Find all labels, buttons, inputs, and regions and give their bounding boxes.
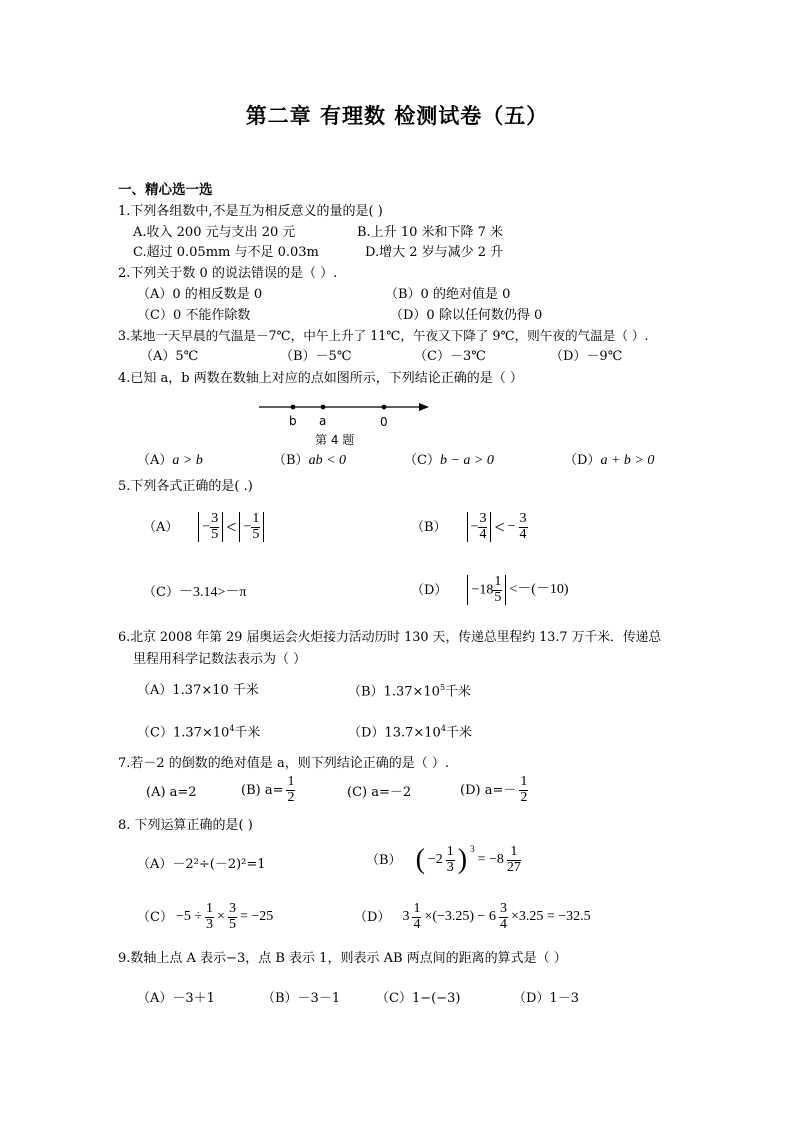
- abs-value-neg-three-fifths: − $\frac{3}{5}$: [198, 512, 223, 542]
- q8-option-a: （A）－2²÷(－2)²=1: [137, 857, 266, 872]
- point-b: [291, 405, 296, 410]
- q6-option-b-base: （B）1.37×10: [348, 684, 440, 700]
- q2-option-b: （B）0 的绝对值是 0: [385, 287, 511, 302]
- q7-option-d: [460, 775, 528, 805]
- fraction-one-half: $\frac{1}{2}$: [287, 774, 295, 805]
- page-title: 第二章 有理数 检测试卷（五）: [245, 104, 549, 128]
- q6-option-c-base: （C）1.37×10: [137, 725, 230, 741]
- q8-option-b-label: （B）: [366, 852, 402, 868]
- abs-value-neg-mixed-number: −18 $\frac{1}{5}$: [467, 575, 506, 605]
- q4-option-a-expr: a > b: [172, 453, 203, 468]
- q9-option-d: （D）1－3: [513, 991, 579, 1006]
- q5-option-d-label: （D）: [411, 582, 448, 598]
- q9-option-c: （C）1−(−3): [376, 991, 461, 1006]
- q9-option-a: （A）－3＋1: [137, 991, 215, 1006]
- abs-value-neg-one-fifth: − $\frac{1}{5}$: [239, 512, 264, 542]
- q8-option-d-label: （D）: [354, 909, 391, 925]
- figure-caption: 第 4 题: [315, 433, 355, 447]
- q7-option-d-label: (D) a=－: [460, 782, 517, 798]
- q5-option-b: （B） − $\frac{3}{4}$ < − $\frac{3}{4}$: [411, 511, 527, 542]
- q2-stem: 2.下列关于数 0 的说法错误的是（ ）.: [118, 266, 338, 281]
- q6-option-b: [348, 684, 471, 698]
- q1-option-d: D.增大 2 岁与减少 2 升: [365, 245, 504, 260]
- q2-option-a: （A）0 的相反数是 0: [137, 287, 263, 302]
- q6-option-d-base: （D）13.7×10: [348, 725, 441, 741]
- q6-option-d: [348, 725, 472, 739]
- q4-option-d: [564, 454, 654, 468]
- q4-option-c-expr: b − a > 0: [439, 453, 494, 468]
- q6-option-b-exponent: 5: [439, 683, 446, 692]
- abs-value-neg-three-quarters: − $\frac{3}{4}$: [467, 512, 492, 542]
- q5-option-c-label: （C）: [143, 585, 179, 600]
- q4-option-b-expr: ab < 0: [308, 453, 347, 468]
- q3-option-c: （C）－3℃: [414, 349, 486, 364]
- q6-option-b-unit: 千米: [445, 684, 472, 700]
- q4-option-a-label: （A）: [137, 453, 173, 468]
- q3-option-a: （A）5℃: [140, 349, 199, 364]
- q5-stem: 5.下列各式正确的是( .): [118, 479, 253, 494]
- q7-option-c: (C) a=－2: [347, 785, 412, 800]
- q1-option-b: B.上升 10 米和下降 7 米: [357, 225, 504, 240]
- q4-stem: 4.已知 a，b 两数在数轴上对应的点如图所示，下列结论正确的是（ ）: [118, 371, 523, 386]
- q6-option-d-exponent: 4: [440, 724, 446, 733]
- q8-option-c: （C） −5 ÷ $\frac{1}{3}$ × $\frac{3}{5}$ = −25: [137, 901, 274, 932]
- fraction-one-half: $\frac{1}{2}$: [520, 774, 528, 805]
- q4-option-d-expr: a + b > 0: [600, 453, 655, 468]
- q2-option-d: （D）0 除以任何数仍得 0: [390, 308, 543, 323]
- point-a-label: a: [319, 414, 327, 428]
- q6-option-c-unit: 千米: [234, 725, 261, 741]
- point-a: [321, 405, 326, 410]
- q1-option-a: A.收入 200 元与支出 20 元: [133, 225, 296, 240]
- q3-stem: 3.某地一天早晨的气温是－7℃，中午上升了 11℃，午夜又下降了 9℃，则午夜的气温是（ ）.: [118, 328, 649, 343]
- q8-option-c-expr: −5 ÷: [175, 909, 203, 925]
- q9-stem: 9.数轴上点 A 表示−3，点 B 表示 1，则表示 AB 两点间的距离的算式是（ ）: [118, 951, 567, 966]
- q8-option-d: （D） 3 $\frac{1}{4}$ ×(−3.25) − 6 $\frac{3}{4}$ ×3.25 = −32.5: [354, 901, 591, 932]
- q3-option-b: （B）－5℃: [280, 349, 352, 364]
- q5-option-d: [411, 575, 569, 605]
- q9-option-b: （B）－3－1: [262, 991, 341, 1006]
- q5-option-a: （A） − $\frac{3}{5}$ < − $\frac{1}{5}$: [143, 512, 264, 542]
- q8-stem: 8. 下列运算正确的是( ): [118, 818, 253, 833]
- point-zero: [382, 405, 387, 410]
- q6-option-d-unit: 千米: [445, 725, 472, 741]
- q1-option-c: C.超过 0.05mm 与不足 0.03m: [133, 245, 319, 260]
- q6-option-c-exponent: 4: [229, 724, 235, 733]
- section-heading: 一、精心选一选: [118, 182, 213, 198]
- number-line-arrow: [419, 403, 429, 411]
- q2-option-c: （C）0 不能作除数: [137, 308, 251, 323]
- q4-option-c-label: （C）: [404, 453, 440, 468]
- q6-option-c: [137, 725, 260, 739]
- q5-option-c: [143, 586, 246, 600]
- q7-option-b-label: (B) a=: [241, 782, 284, 798]
- q1-stem: 1.下列各组数中,不是互为相反意义的量的是( ): [118, 204, 383, 219]
- q5-option-b-label: （B）: [411, 519, 447, 535]
- point-b-label: b: [289, 414, 297, 428]
- q3-option-d: （D）－9℃: [550, 349, 623, 364]
- q7-option-a: (A) a=2: [146, 785, 197, 800]
- q4-number-line-figure: [255, 397, 435, 449]
- q7-option-b: [241, 775, 295, 805]
- q5-option-d-expr: <－(－10): [509, 582, 569, 598]
- q6-stem-line1: 6.北京 2008 年第 29 届奥运会火炬接力活动历时 130 天，传递总里程约 13.7 万千米．传递总: [118, 630, 662, 645]
- q4-option-b-label: （B）: [273, 453, 309, 468]
- q4-option-c: [404, 454, 494, 468]
- q6-stem-line2: 里程用科学记数法表示为（ ）: [133, 652, 307, 667]
- q5-option-c-expr: －3.14>－π: [178, 585, 247, 600]
- q5-option-a-label: （A）: [143, 519, 179, 535]
- q6-option-a: （A）1.37×10 千米: [137, 683, 259, 698]
- q7-stem: 7.若－2 的倒数的绝对值是 a，则下列结论正确的是（ ）.: [118, 756, 449, 771]
- q4-option-a: [137, 454, 203, 468]
- q8-option-c-label: （C）: [137, 909, 173, 925]
- point-zero-label: 0: [380, 415, 388, 429]
- q4-option-d-label: （D）: [564, 453, 601, 468]
- q8-option-b: （B） ( −2 $\frac{1}{3}$ ) $^3$ = −8 $\frac{1}{27}$: [366, 844, 521, 876]
- q4-option-b: [273, 454, 346, 468]
